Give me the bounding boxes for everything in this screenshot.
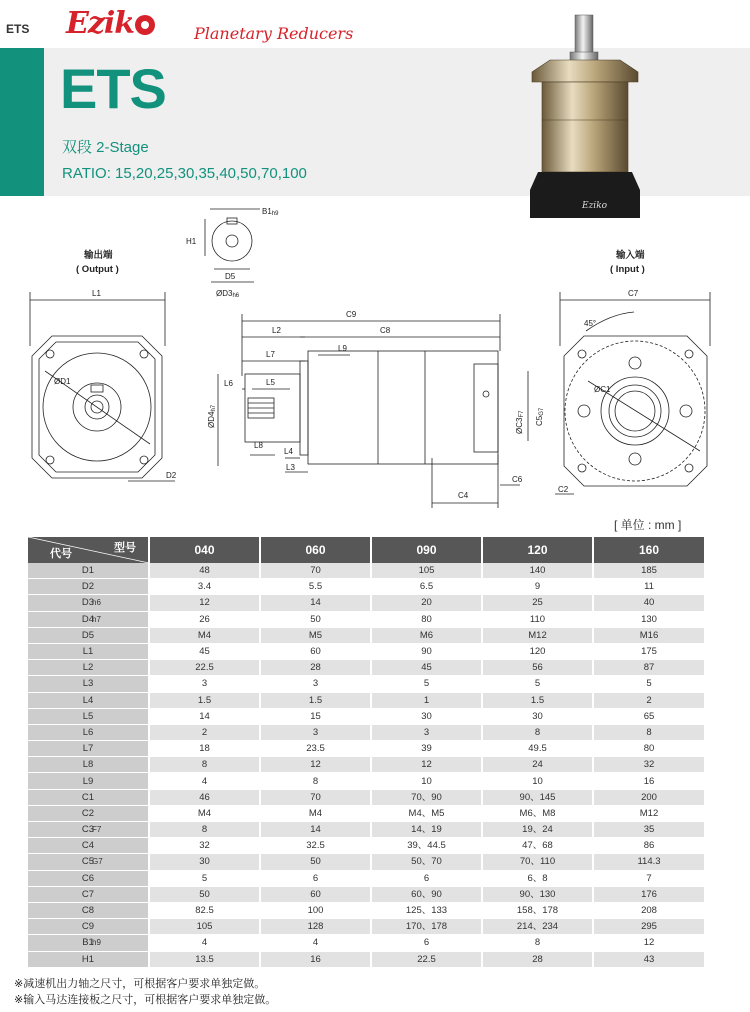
table-cell: 295 xyxy=(593,919,704,935)
row-code-cell xyxy=(28,611,149,627)
table-row xyxy=(28,741,704,757)
column-header: 120 xyxy=(482,537,593,563)
row-code-cell xyxy=(28,935,149,951)
table-cell: 6 xyxy=(371,935,482,951)
row-code: C3 xyxy=(81,824,95,836)
dim-angle: 45° xyxy=(584,319,597,328)
table-cell: 12 xyxy=(149,595,260,611)
table-row xyxy=(28,935,704,951)
table-cell: 16 xyxy=(593,773,704,789)
row-code-cell xyxy=(28,708,149,724)
table-cell: M4 xyxy=(149,805,260,821)
table-cell: 50 xyxy=(260,854,371,870)
table-cell: 14 xyxy=(260,822,371,838)
row-code: L3 xyxy=(82,678,94,690)
table-cell: 8 xyxy=(260,773,371,789)
row-tolerance: h7 xyxy=(92,614,101,624)
row-code: D5 xyxy=(81,629,95,641)
table-row xyxy=(28,595,704,611)
output-label-en: ( Output ) xyxy=(76,264,119,275)
table-cell: 8 xyxy=(593,724,704,740)
dim-h1: H1 xyxy=(186,237,197,246)
table-cell: 170、178 xyxy=(371,919,482,935)
table-cell: 70 xyxy=(260,563,371,579)
row-code: D3 xyxy=(81,597,95,609)
nameplate-text: Eziko xyxy=(582,201,608,211)
column-header: 060 xyxy=(260,537,371,563)
ratio-text: RATIO: 15,20,25,30,35,40,50,70,100 xyxy=(62,165,307,182)
table-row xyxy=(28,822,704,838)
table-cell: 90、130 xyxy=(482,886,593,902)
table-cell: 4 xyxy=(260,935,371,951)
row-code-cell xyxy=(28,757,149,773)
table-cell: 5 xyxy=(149,870,260,886)
table-cell: 100 xyxy=(260,902,371,918)
table-cell: 22.5 xyxy=(371,951,482,967)
table-cell: 13.5 xyxy=(149,951,260,967)
table-cell: M4 xyxy=(260,805,371,821)
column-header: 160 xyxy=(593,537,704,563)
dim-b1: B1h9 xyxy=(262,207,279,217)
row-code: D4 xyxy=(81,613,95,625)
table-cell: 24 xyxy=(482,757,593,773)
table-corner xyxy=(28,537,149,563)
table-row xyxy=(28,951,704,967)
table-row xyxy=(28,838,704,854)
column-header: 090 xyxy=(371,537,482,563)
table-cell: 105 xyxy=(149,919,260,935)
row-code: L5 xyxy=(82,710,94,722)
table-row xyxy=(28,563,704,579)
table-cell: 25 xyxy=(482,595,593,611)
table-cell: 39 xyxy=(371,741,482,757)
table-cell: 82.5 xyxy=(149,902,260,918)
footnotes xyxy=(14,976,276,1008)
table-cell: 60、90 xyxy=(371,886,482,902)
input-label-cn: 输入端 xyxy=(616,250,645,261)
table-row xyxy=(28,660,704,676)
table-cell: 14 xyxy=(149,708,260,724)
row-code-cell xyxy=(28,563,149,579)
table-cell: 2 xyxy=(149,724,260,740)
row-code: L6 xyxy=(82,726,94,738)
table-cell: 32 xyxy=(149,838,260,854)
table-cell: 19、24 xyxy=(482,822,593,838)
table-cell: 90 xyxy=(371,643,482,659)
corner-code-label: 代号 xyxy=(50,548,72,560)
dim-l2: L2 xyxy=(272,326,281,335)
table-cell: 15 xyxy=(260,708,371,724)
table-cell: 2 xyxy=(593,692,704,708)
row-code: C6 xyxy=(81,872,95,884)
column-header: 040 xyxy=(149,537,260,563)
table-cell: 49.5 xyxy=(482,741,593,757)
row-code-cell xyxy=(28,919,149,935)
dim-c1: ØC1 xyxy=(594,385,611,394)
table-cell: M4 xyxy=(149,627,260,643)
table-cell: 39、44.5 xyxy=(371,838,482,854)
table-cell: 214、234 xyxy=(482,919,593,935)
table-row xyxy=(28,773,704,789)
row-code-cell xyxy=(28,870,149,886)
table-cell: 30 xyxy=(482,708,593,724)
table-cell: 208 xyxy=(593,902,704,918)
dim-l5: L5 xyxy=(266,378,275,387)
table-cell: 70 xyxy=(260,789,371,805)
table-cell: 185 xyxy=(593,563,704,579)
row-code-cell xyxy=(28,595,149,611)
table-cell: 200 xyxy=(593,789,704,805)
table-row xyxy=(28,902,704,918)
table-row xyxy=(28,757,704,773)
table-cell: 1.5 xyxy=(482,692,593,708)
row-code: L7 xyxy=(82,743,94,755)
row-code: L9 xyxy=(82,775,94,787)
table-cell: M6 xyxy=(371,627,482,643)
table-cell: 80 xyxy=(371,611,482,627)
table-cell: M16 xyxy=(593,627,704,643)
technical-drawings xyxy=(0,196,750,516)
dim-c8: C8 xyxy=(380,326,391,335)
table-cell: 6、8 xyxy=(482,870,593,886)
row-code: C7 xyxy=(81,888,95,900)
table-cell: 40 xyxy=(593,595,704,611)
row-code: C8 xyxy=(81,905,95,917)
table-cell: 16 xyxy=(260,951,371,967)
table-cell: 1 xyxy=(371,692,482,708)
table-cell: 5 xyxy=(593,676,704,692)
spec-table-body xyxy=(28,563,704,967)
table-cell: 20 xyxy=(371,595,482,611)
table-cell: 18 xyxy=(149,741,260,757)
table-cell: M5 xyxy=(260,627,371,643)
model-title: ETS xyxy=(60,57,166,120)
row-code: H1 xyxy=(81,953,95,965)
product-image xyxy=(520,10,670,225)
table-cell: 32 xyxy=(593,757,704,773)
table-row xyxy=(28,643,704,659)
table-cell: 32.5 xyxy=(260,838,371,854)
table-row xyxy=(28,854,704,870)
table-cell: 4 xyxy=(149,773,260,789)
table-cell: 140 xyxy=(482,563,593,579)
table-row xyxy=(28,870,704,886)
dim-c9: C9 xyxy=(346,310,357,319)
dim-d1: ØD1 xyxy=(54,377,71,386)
table-cell: 8 xyxy=(482,935,593,951)
dim-c2: C2 xyxy=(558,485,569,494)
row-code: L1 xyxy=(82,646,94,658)
table-cell: 46 xyxy=(149,789,260,805)
table-cell: 28 xyxy=(260,660,371,676)
table-cell: 5 xyxy=(371,676,482,692)
table-row xyxy=(28,805,704,821)
accent-bar xyxy=(0,48,44,196)
table-cell: 7 xyxy=(593,870,704,886)
input-label-en: ( Input ) xyxy=(610,264,645,275)
row-code-cell xyxy=(28,724,149,740)
row-code: D2 xyxy=(81,581,95,593)
table-cell: 35 xyxy=(593,822,704,838)
row-code-cell xyxy=(28,902,149,918)
table-row xyxy=(28,886,704,902)
row-code-cell xyxy=(28,886,149,902)
table-cell: 28 xyxy=(482,951,593,967)
table-row xyxy=(28,611,704,627)
unit-label: [ 单位 : mm ] xyxy=(614,518,682,532)
spec-table xyxy=(28,537,704,968)
row-code: C1 xyxy=(81,791,95,803)
footnote: ※输入马达连接板之尺寸，可根据客户要求单独定做。 xyxy=(14,994,277,1006)
brand-subtitle: Planetary Reducers xyxy=(194,24,354,43)
row-code: B1 xyxy=(82,937,94,949)
brand-logo xyxy=(66,6,155,41)
row-code-cell xyxy=(28,741,149,757)
row-code-cell xyxy=(28,660,149,676)
table-cell: 5.5 xyxy=(260,579,371,595)
table-cell: 158、178 xyxy=(482,902,593,918)
table-row xyxy=(28,919,704,935)
dim-c6: C6 xyxy=(512,475,523,484)
table-cell: 87 xyxy=(593,660,704,676)
row-code-cell xyxy=(28,627,149,643)
row-code-cell xyxy=(28,854,149,870)
table-cell: 12 xyxy=(260,757,371,773)
dim-l4: L4 xyxy=(284,447,293,456)
table-cell: 130 xyxy=(593,611,704,627)
table-cell: 8 xyxy=(482,724,593,740)
dim-c5: C5G7 xyxy=(535,407,545,426)
row-code-cell xyxy=(28,838,149,854)
gear-icon xyxy=(135,15,155,35)
table-cell: 60 xyxy=(260,643,371,659)
table-cell: 3 xyxy=(149,676,260,692)
table-cell: 6.5 xyxy=(371,579,482,595)
table-cell: 26 xyxy=(149,611,260,627)
row-tolerance: h6 xyxy=(92,598,101,608)
table-cell: 3 xyxy=(260,724,371,740)
table-row xyxy=(28,627,704,643)
corner-model-label: 型号 xyxy=(114,542,136,554)
table-cell: 12 xyxy=(593,935,704,951)
row-code-cell xyxy=(28,643,149,659)
row-code: C2 xyxy=(81,807,95,819)
row-tolerance: F7 xyxy=(92,825,102,834)
table-cell: 14、19 xyxy=(371,822,482,838)
table-cell: 47、68 xyxy=(482,838,593,854)
table-cell: 14 xyxy=(260,595,371,611)
table-cell: 9 xyxy=(482,579,593,595)
dim-c4: C4 xyxy=(458,491,469,500)
dim-l3: L3 xyxy=(286,463,295,472)
table-cell: 30 xyxy=(371,708,482,724)
table-cell: 30 xyxy=(149,854,260,870)
table-cell: 86 xyxy=(593,838,704,854)
table-cell: 3 xyxy=(260,676,371,692)
row-code-cell xyxy=(28,789,149,805)
table-cell: 70、110 xyxy=(482,854,593,870)
footnote: ※减速机出力轴之尺寸，可根据客户要求单独定做。 xyxy=(14,978,266,990)
table-cell: 3.4 xyxy=(149,579,260,595)
table-cell: M4、M5 xyxy=(371,805,482,821)
table-cell: 6 xyxy=(260,870,371,886)
table-cell: 10 xyxy=(482,773,593,789)
brand-logo-text: Ezik xyxy=(66,6,135,41)
table-cell: 6 xyxy=(371,870,482,886)
table-cell: 11 xyxy=(593,579,704,595)
table-cell: 43 xyxy=(593,951,704,967)
table-header-row xyxy=(28,537,704,563)
table-cell: 5 xyxy=(482,676,593,692)
row-code-cell xyxy=(28,951,149,967)
table-cell: 22.5 xyxy=(149,660,260,676)
table-cell: 3 xyxy=(371,724,482,740)
dim-c7: C7 xyxy=(628,289,639,298)
dim-d4: ØD4h7 xyxy=(207,404,217,428)
table-row xyxy=(28,789,704,805)
table-cell: 1.5 xyxy=(260,692,371,708)
table-cell: 105 xyxy=(371,563,482,579)
row-code: L2 xyxy=(82,662,94,674)
row-code: D1 xyxy=(81,565,95,577)
dim-d3: ØD3h6 xyxy=(216,289,240,299)
table-cell: 10 xyxy=(371,773,482,789)
table-cell: 12 xyxy=(371,757,482,773)
dim-l1: L1 xyxy=(92,289,101,298)
table-row xyxy=(28,579,704,595)
table-cell: 1.5 xyxy=(149,692,260,708)
row-code: C9 xyxy=(81,921,95,933)
row-code-cell xyxy=(28,692,149,708)
table-cell: 120 xyxy=(482,643,593,659)
row-code-cell xyxy=(28,579,149,595)
dim-d5: D5 xyxy=(225,272,236,281)
row-tolerance: h9 xyxy=(92,938,101,948)
series-tag: ETS xyxy=(6,22,30,36)
row-code-cell xyxy=(28,805,149,821)
table-row xyxy=(28,676,704,692)
dim-d2: D2 xyxy=(166,471,177,480)
table-cell: M12 xyxy=(482,627,593,643)
row-code-cell xyxy=(28,773,149,789)
table-cell: 80 xyxy=(593,741,704,757)
table-cell: 48 xyxy=(149,563,260,579)
table-cell: 114.3 xyxy=(593,854,704,870)
table-cell: 70、90 xyxy=(371,789,482,805)
table-cell: 175 xyxy=(593,643,704,659)
row-code-cell xyxy=(28,676,149,692)
table-row xyxy=(28,692,704,708)
table-cell: 128 xyxy=(260,919,371,935)
row-code: L8 xyxy=(82,759,94,771)
table-cell: 23.5 xyxy=(260,741,371,757)
table-cell: M12 xyxy=(593,805,704,821)
table-cell: 4 xyxy=(149,935,260,951)
dim-l8: L8 xyxy=(254,441,263,450)
table-row xyxy=(28,708,704,724)
dim-l7: L7 xyxy=(266,350,275,359)
row-code: C4 xyxy=(81,840,95,852)
table-cell: 8 xyxy=(149,757,260,773)
table-cell: 45 xyxy=(149,643,260,659)
table-cell: 50 xyxy=(260,611,371,627)
row-tolerance: G7 xyxy=(92,857,103,867)
dim-c3: ØC3F7 xyxy=(515,410,525,434)
table-row xyxy=(28,724,704,740)
row-code: C5 xyxy=(81,856,95,868)
table-cell: 50 xyxy=(149,886,260,902)
dim-l6: L6 xyxy=(224,379,233,388)
output-label-cn: 输出端 xyxy=(84,250,113,261)
table-cell: M6、M8 xyxy=(482,805,593,821)
table-cell: 50、70 xyxy=(371,854,482,870)
table-cell: 176 xyxy=(593,886,704,902)
table-cell: 125、133 xyxy=(371,902,482,918)
stage-text: 双段 2-Stage xyxy=(62,139,149,156)
table-cell: 110 xyxy=(482,611,593,627)
table-cell: 8 xyxy=(149,822,260,838)
dim-l9: L9 xyxy=(338,344,347,353)
table-cell: 60 xyxy=(260,886,371,902)
table-cell: 56 xyxy=(482,660,593,676)
table-cell: 45 xyxy=(371,660,482,676)
row-code: L4 xyxy=(82,694,94,706)
table-cell: 90、145 xyxy=(482,789,593,805)
row-code-cell xyxy=(28,822,149,838)
table-cell: 65 xyxy=(593,708,704,724)
